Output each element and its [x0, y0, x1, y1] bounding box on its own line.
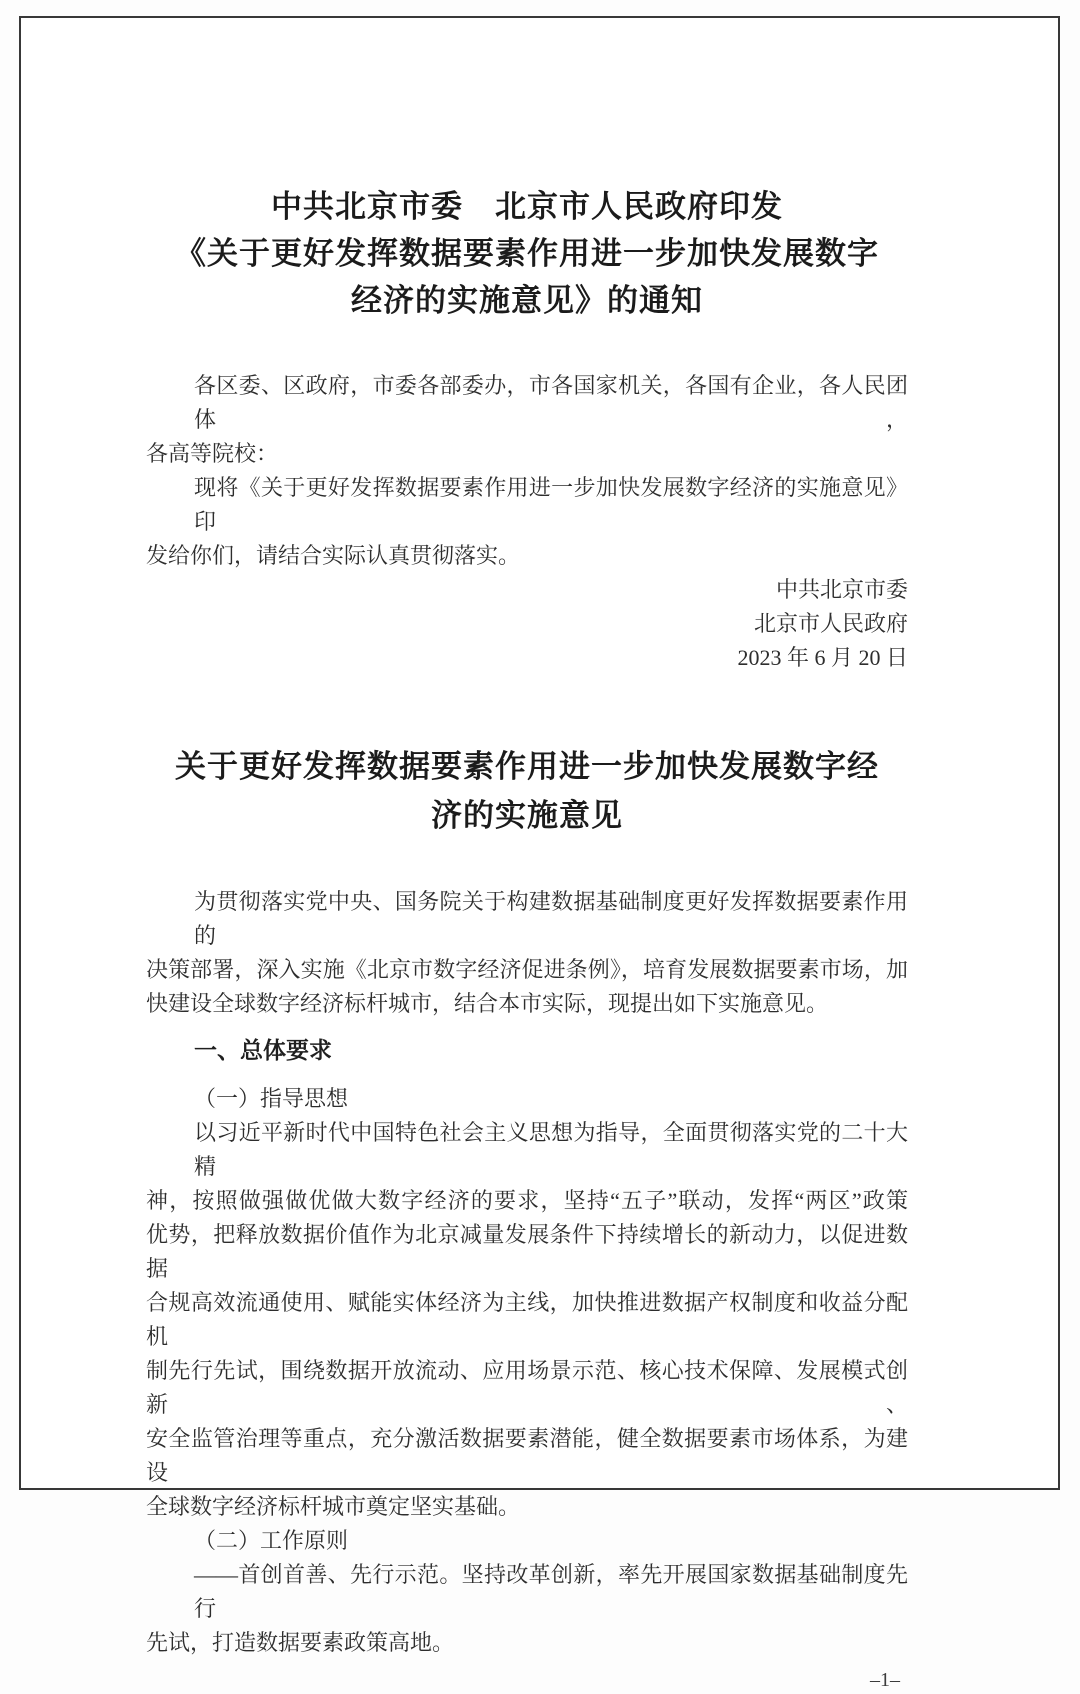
intro-paragraph — [146, 885, 908, 1021]
opinion-title-line-1: 关于更好发挥数据要素作用进一步加快发展数字经 — [175, 749, 879, 784]
intro-line: 快建设全球数字经济标杆城市，结合本市实际，现提出如下实施意见。 — [146, 991, 829, 1016]
page-content — [21, 18, 1058, 1694]
guiding-line: 全球数字经济标杆城市奠定坚实基础。 — [146, 1494, 521, 1519]
principle-line: 先试，打造数据要素政策高地。 — [146, 1630, 455, 1655]
page-border — [19, 16, 1060, 1691]
forward-line: 现将《关于更好发挥数据要素作用进一步加快发展数字经济的实施意见》印 — [194, 475, 908, 534]
forward-paragraph — [146, 471, 908, 573]
signature-org-party: 中共北京市委 — [775, 577, 908, 602]
subsection-heading-guiding-ideology: （一）指导思想 — [194, 1086, 349, 1111]
principle-line: ——首创首善、先行示范。坚持改革创新，率先开展国家数据基础制度先行 — [194, 1562, 908, 1621]
intro-line: 决策部署，深入实施《北京市数字经济促进条例》，培育发展数据要素市场，加 — [146, 957, 908, 982]
notice-title-line-2: 《关于更好发挥数据要素作用进一步加快发展数字 — [175, 236, 879, 271]
notice-title — [146, 183, 908, 324]
addressee-line: 各区委、区政府，市委各部委办，市各国家机关，各国有企业，各人民团体， — [194, 373, 908, 432]
forward-line: 发给你们，请结合实际认真贯彻落实。 — [146, 543, 521, 568]
guiding-line: 以习近平新时代中国特色社会主义思想为指导，全面贯彻落实党的二十大精 — [194, 1120, 908, 1179]
page-number: –1– — [870, 1669, 900, 1691]
signature-date: 2023 年 6 月 20 日 — [737, 645, 908, 670]
guiding-line: 优势，把释放数据价值作为北京减量发展条件下持续增长的新动力，以促进数据 — [146, 1222, 908, 1281]
addressee-paragraph — [146, 369, 908, 471]
notice-title-line-1: 中共北京市委 北京市人民政府印发 — [271, 189, 783, 224]
guiding-ideology-paragraph — [146, 1116, 908, 1524]
opinion-title-line-2: 济的实施意见 — [431, 798, 623, 833]
subsection-heading-work-principles: （二）工作原则 — [194, 1528, 349, 1553]
guiding-line: 合规高效流通使用、赋能实体经济为主线，加快推进数据产权制度和收益分配机 — [146, 1290, 908, 1349]
notice-title-line-3: 经济的实施意见》的通知 — [351, 283, 703, 318]
signature-block — [146, 573, 908, 675]
opinion-title — [146, 742, 908, 840]
addressee-line: 各高等院校： — [146, 441, 279, 466]
guiding-line: 神，按照做强做优做大数字经济的要求，坚持“五子”联动，发挥“两区”政策 — [146, 1188, 908, 1213]
guiding-line: 安全监管治理等重点，充分激活数据要素潜能，健全数据要素市场体系，为建设 — [146, 1426, 908, 1485]
guiding-line: 制先行先试，围绕数据开放流动、应用场景示范、核心技术保障、发展模式创新、 — [146, 1358, 908, 1417]
work-principles-paragraph — [146, 1558, 908, 1660]
intro-line: 为贯彻落实党中央、国务院关于构建数据基础制度更好发挥数据要素作用的 — [194, 889, 908, 948]
signature-org-government: 北京市人民政府 — [753, 611, 908, 636]
section-heading-overall-requirements: 一、总体要求 — [194, 1038, 332, 1063]
